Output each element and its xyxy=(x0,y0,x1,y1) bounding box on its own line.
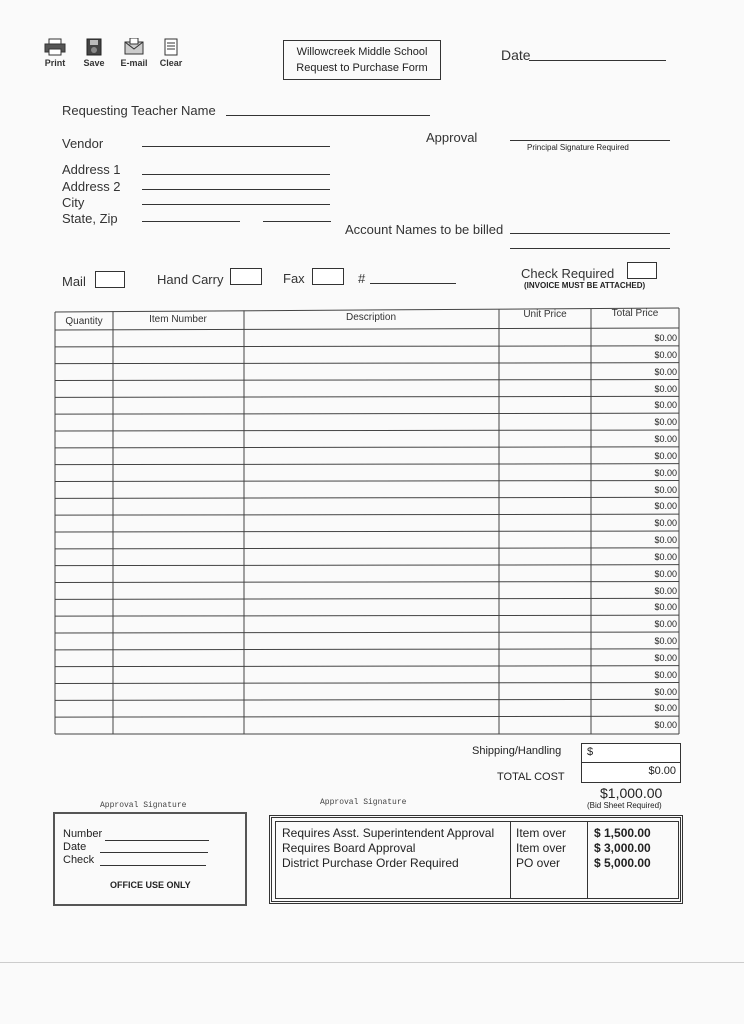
fax-label: Fax xyxy=(283,271,305,286)
row-total-price: $0.00 xyxy=(654,568,677,579)
table-row-line xyxy=(55,447,679,448)
table-row-line xyxy=(55,497,679,498)
row-total-price: $0.00 xyxy=(654,652,677,663)
row-total-price: $0.00 xyxy=(654,703,677,714)
requirements-inner xyxy=(275,821,679,899)
requirement-label: Requires Board Approval xyxy=(282,841,416,855)
row-total-price: $0.00 xyxy=(654,585,677,596)
table-row-line xyxy=(55,699,679,700)
header-quantity: Quantity xyxy=(65,316,103,327)
row-total-price: $0.00 xyxy=(654,619,677,630)
number-label: Number xyxy=(63,828,103,840)
table-row-line xyxy=(55,464,679,465)
table-header-border xyxy=(55,328,679,330)
table-row-line xyxy=(55,666,679,667)
row-total-price: $0.00 xyxy=(654,669,677,680)
requirement-condition: PO over xyxy=(516,856,561,870)
bid-threshold: $1,000.00 xyxy=(600,785,663,801)
row-total-price: $0.00 xyxy=(654,602,677,613)
table-row-line xyxy=(55,380,679,381)
table-row-line xyxy=(55,346,679,347)
requirement-amount: $ 1,500.00 xyxy=(594,826,651,840)
school-name: Willowcreek Middle School xyxy=(296,46,428,58)
table-row-line xyxy=(55,363,679,364)
table-row-line xyxy=(55,649,679,650)
row-total-price: $0.00 xyxy=(654,484,677,495)
total-cost-value: $0.00 xyxy=(648,765,676,777)
row-total-price: $0.00 xyxy=(654,551,677,562)
row-total-price: $0.00 xyxy=(654,535,677,545)
check-field[interactable] xyxy=(100,865,206,866)
row-total-price: $0.00 xyxy=(654,636,677,646)
check-label: Check xyxy=(63,854,95,866)
shipping-field[interactable] xyxy=(581,743,681,763)
teacher-label: Requesting Teacher Name xyxy=(62,103,216,118)
row-total-price: $0.00 xyxy=(654,467,677,478)
table-row-line xyxy=(55,413,679,414)
row-total-price: $0.00 xyxy=(654,720,677,731)
shipping-label: Shipping/Handling xyxy=(472,745,562,757)
row-total-price: $0.00 xyxy=(654,333,677,343)
form-name: Request to Purchase Form xyxy=(296,62,428,74)
shipping-value: $ xyxy=(587,746,594,758)
vendor-label: Vendor xyxy=(62,136,104,151)
requirement-condition: Item over xyxy=(516,841,567,855)
table-row-line xyxy=(55,716,679,717)
save-label: Save xyxy=(83,58,105,68)
office-use-box xyxy=(53,812,247,906)
row-total-price: $0.00 xyxy=(654,366,677,377)
requirement-amount: $ 5,000.00 xyxy=(594,856,651,870)
table-row-line xyxy=(55,615,679,616)
mail-label: Mail xyxy=(62,274,86,289)
invoice-note: (INVOICE MUST BE ATTACHED) xyxy=(524,281,646,290)
approval-signature-right: Approval Signature xyxy=(320,798,407,807)
table-row-line xyxy=(55,598,679,599)
total-cost-label: TOTAL COST xyxy=(497,771,565,783)
total-cost-field xyxy=(581,762,681,783)
table-row-line xyxy=(55,531,679,532)
row-total-price: $0.00 xyxy=(654,434,677,444)
address1-label: Address 1 xyxy=(62,162,121,177)
table-row-line xyxy=(55,430,679,431)
fax-number-label: # xyxy=(358,271,366,286)
requirement-amount: $ 3,000.00 xyxy=(594,841,651,855)
requirement-condition: Item over xyxy=(516,826,567,840)
row-total-price: $0.00 xyxy=(654,686,677,697)
row-total-price: $0.00 xyxy=(654,501,677,512)
check-required-label: Check Required xyxy=(521,266,615,281)
table-row-line xyxy=(55,514,679,515)
header-total-price: Total Price xyxy=(611,308,659,319)
office-date-label: Date xyxy=(63,841,87,853)
page-bottom-edge xyxy=(0,962,744,963)
row-total-price: $0.00 xyxy=(654,400,677,411)
number-field[interactable] xyxy=(105,840,209,841)
hand-carry-label: Hand Carry xyxy=(157,272,224,287)
row-total-price: $0.00 xyxy=(654,450,677,461)
requirements-box xyxy=(269,815,683,904)
table-top-border xyxy=(55,308,679,312)
address2-label: Address 2 xyxy=(62,179,121,194)
table-row-line xyxy=(55,548,679,549)
approval-label: Approval xyxy=(426,130,478,145)
row-total-price: $0.00 xyxy=(654,383,677,394)
requirement-label: Requires Asst. Superintendent Approval xyxy=(282,826,495,840)
table-row-line xyxy=(55,683,679,684)
requirements-divider-1 xyxy=(510,822,511,898)
account-names-label: Account Names to be billed xyxy=(345,222,504,237)
row-total-price: $0.00 xyxy=(654,349,677,360)
table-row-line xyxy=(55,632,679,633)
header-unit-price: Unit Price xyxy=(523,309,567,320)
header-item-number: Item Number xyxy=(149,314,207,325)
office-use-only: OFFICE USE ONLY xyxy=(110,880,191,890)
date-label: Date xyxy=(501,47,531,63)
email-label: E-mail xyxy=(120,58,148,68)
row-total-price: $0.00 xyxy=(654,417,677,428)
clear-label: Clear xyxy=(159,58,183,68)
approval-signature-left: Approval Signature xyxy=(100,801,187,810)
office-date-field[interactable] xyxy=(100,852,208,853)
table-row-line xyxy=(55,396,679,397)
city-label: City xyxy=(62,195,85,210)
bid-note: (Bid Sheet Required) xyxy=(587,801,662,810)
requirement-label: District Purchase Order Required xyxy=(282,856,459,870)
row-total-price: $0.00 xyxy=(654,518,677,529)
state-zip-label: State, Zip xyxy=(62,211,118,226)
table-row-line xyxy=(55,582,679,583)
header-description: Description xyxy=(345,312,397,323)
requirements-divider-2 xyxy=(587,822,588,898)
table-row-line xyxy=(55,565,679,566)
principal-signature-note: Principal Signature Required xyxy=(527,143,629,152)
print-label: Print xyxy=(44,58,66,68)
table-row-line xyxy=(55,481,679,482)
